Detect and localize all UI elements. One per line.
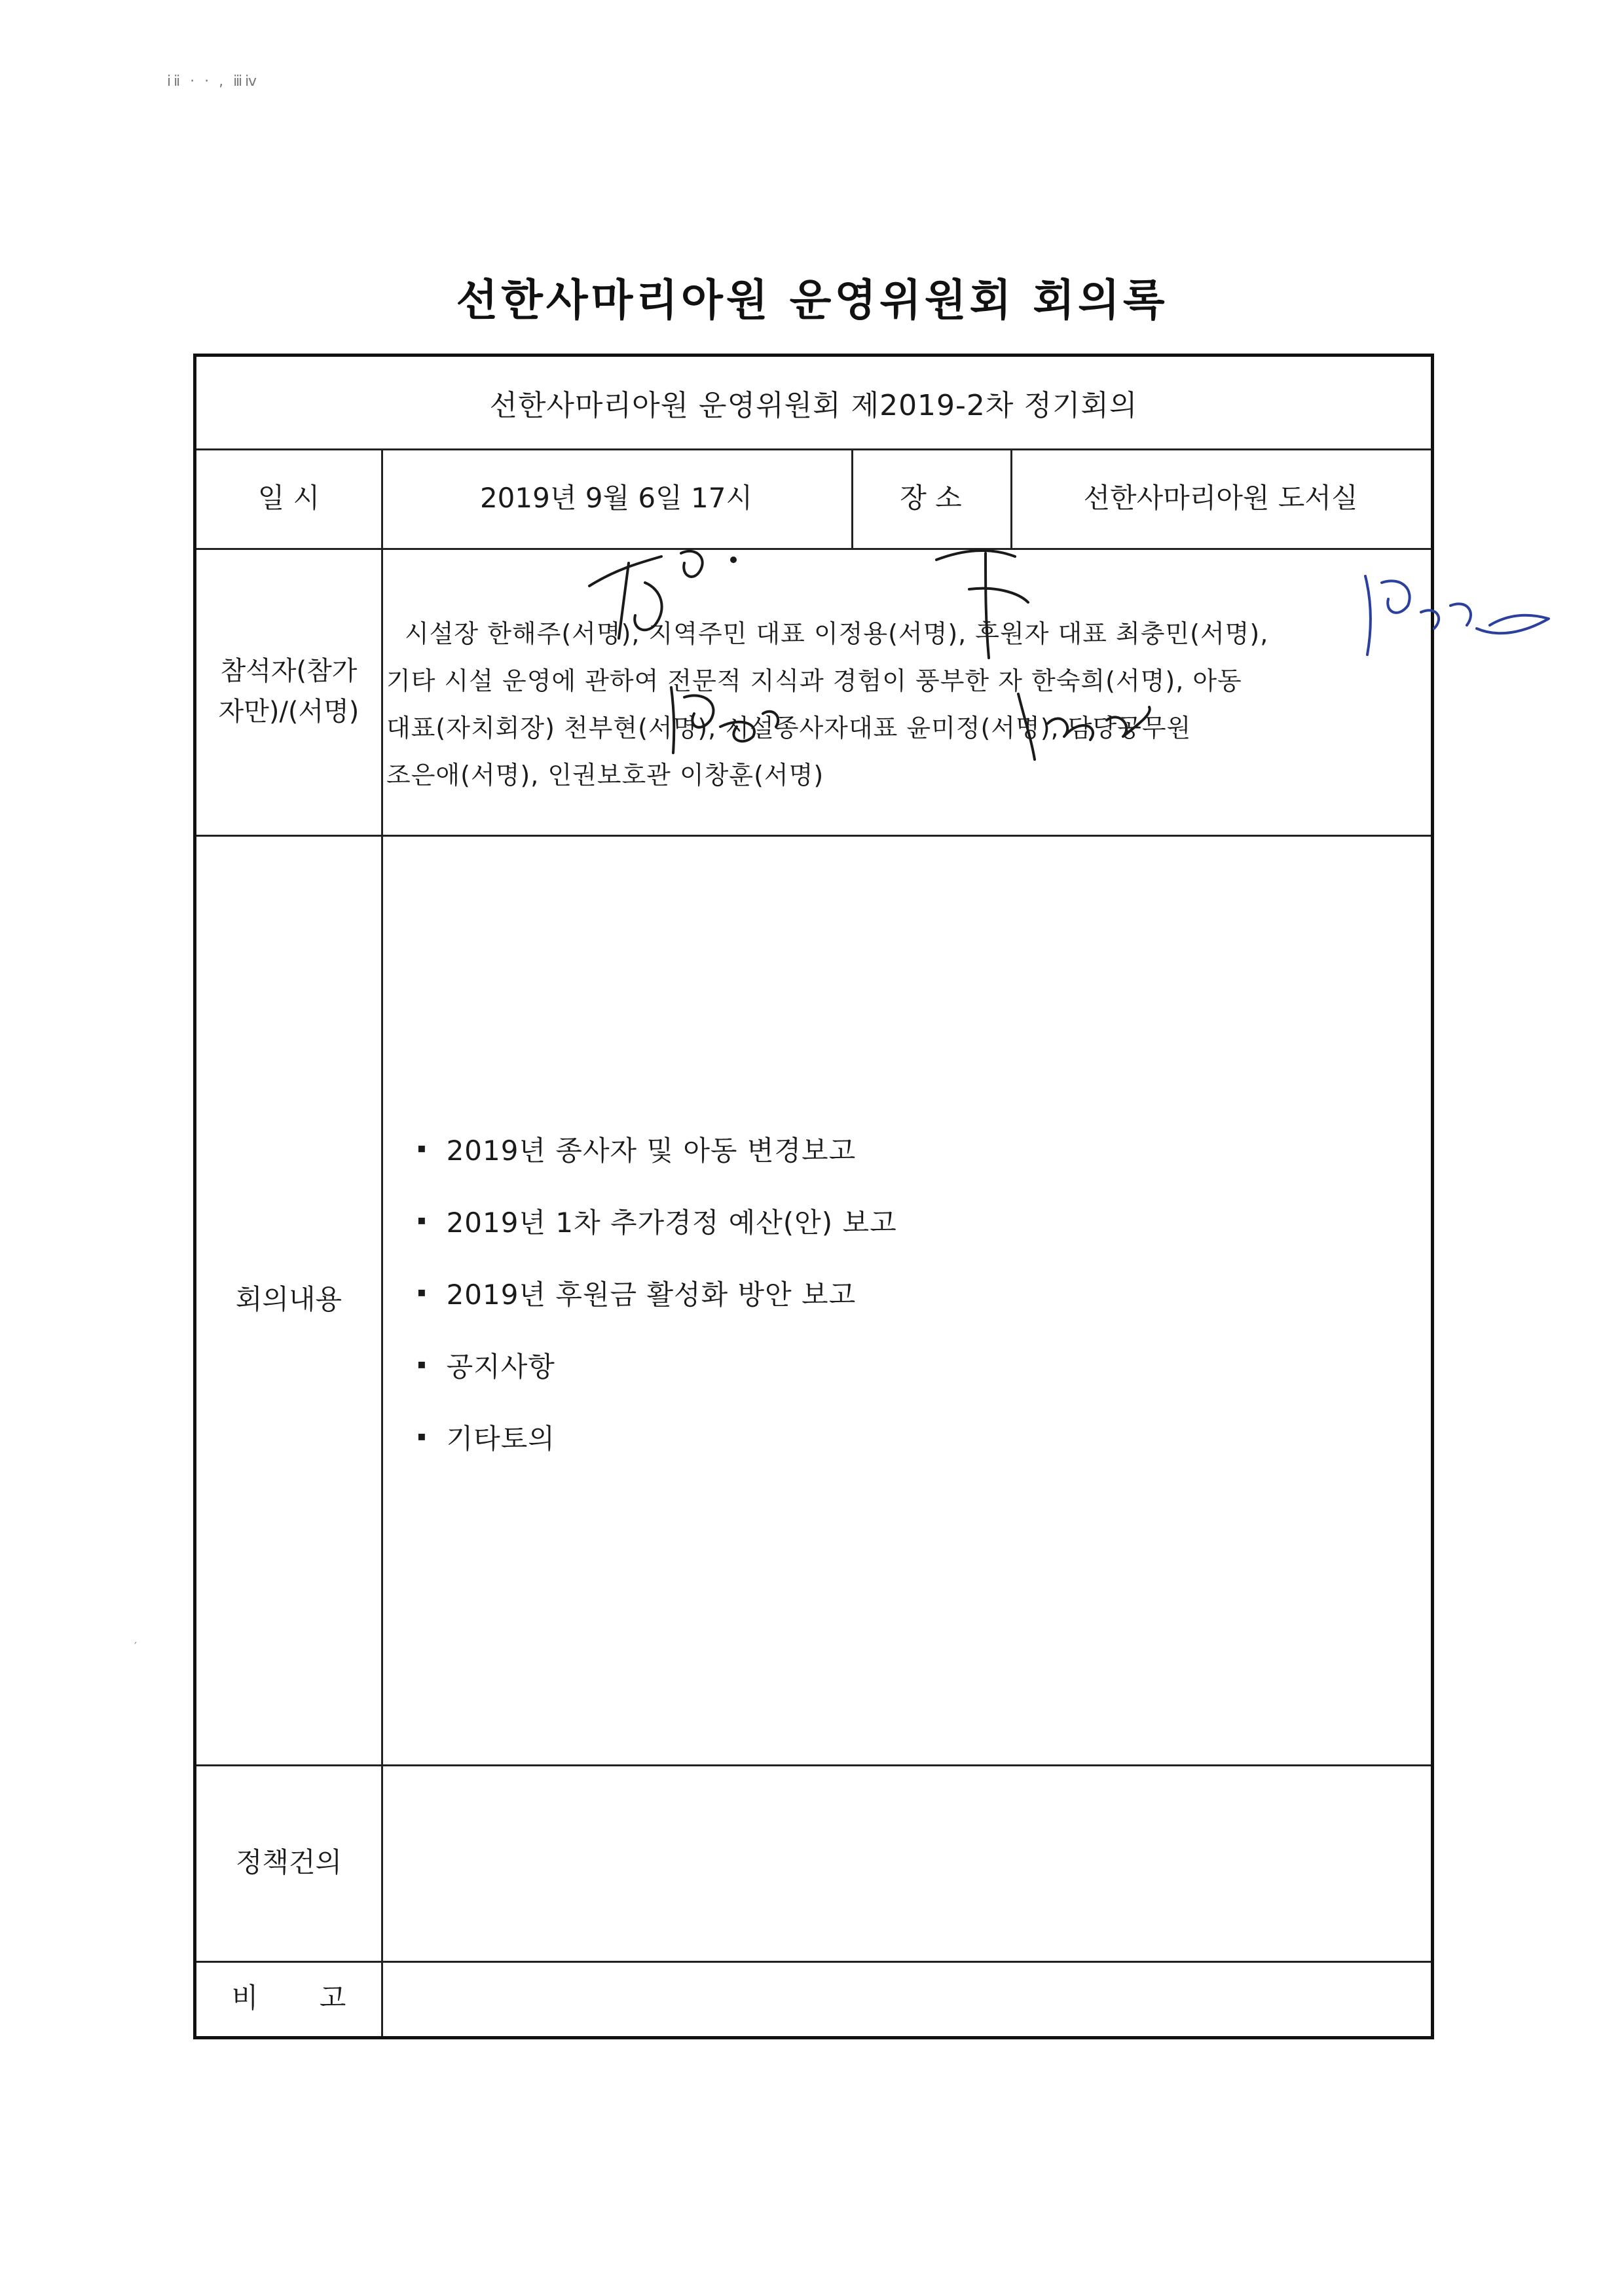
agenda-item [417, 1185, 897, 1257]
agenda-item [417, 1257, 897, 1329]
remarks-label-cell [196, 1961, 381, 2036]
bullet-icon: ▪ [417, 1140, 427, 1156]
attendees-label-line1: 참석자(참가 [220, 656, 358, 686]
agenda-item-text: 기타토의 [446, 1423, 555, 1455]
policy-value-cell [381, 1764, 1431, 1961]
agenda-item [417, 1329, 897, 1401]
remarks-value-cell [381, 1961, 1431, 2036]
meeting-name-cell [196, 357, 1431, 448]
date-value-cell [381, 448, 851, 548]
attendees-value-cell [196, 548, 1431, 835]
place-label-cell [851, 448, 1010, 548]
scan-speck: ′ [134, 1640, 138, 1654]
agenda-item-text: 2019년 후원금 활성화 방안 보고 [446, 1279, 857, 1311]
attendees-line: 조은애(서명), 인권보호관 이창훈(서명) [386, 761, 824, 790]
bullet-icon: ▪ [417, 1356, 427, 1372]
remarks-label: 비 고 [231, 1982, 346, 2014]
agenda-item-text: 공지사항 [446, 1351, 555, 1383]
place-value: 선한사마리아원 도서실 [1083, 481, 1358, 514]
agenda-list [417, 1113, 897, 1473]
agenda-item [417, 1113, 897, 1185]
document-title: 선한사마리아원 운영위원회 회의록 [456, 275, 1168, 325]
content-label-cell [196, 835, 381, 1764]
attendees-line: 시설장 한해주(서명), 지역주민 대표 이정용(서명), 후원자 대표 최충민(서명), [405, 619, 1269, 648]
place-value-cell [1010, 448, 1431, 548]
date-label-cell [196, 448, 381, 548]
attendees-line: 기타 시설 운영에 관하여 전문적 지식과 경험이 풍부한 자 한숙희(서명), 아동 [386, 666, 1242, 695]
bullet-icon: ▪ [417, 1284, 427, 1300]
agenda-item-text: 2019년 1차 추가경정 예산(안) 보고 [446, 1207, 897, 1239]
policy-label: 정책건의 [235, 1846, 342, 1878]
content-label: 회의내용 [235, 1283, 342, 1315]
minutes-table [193, 354, 1434, 2039]
agenda-item-text: 2019년 종사자 및 아동 변경보고 [446, 1135, 857, 1167]
date-value: 2019년 9월 6일 17시 [479, 481, 753, 514]
attendees-label-line2: 자만)/(서명) [218, 697, 360, 727]
agenda-item [417, 1401, 897, 1473]
bullet-icon: ▪ [417, 1212, 427, 1228]
attendees-list [386, 610, 1414, 799]
bullet-icon: ▪ [417, 1428, 427, 1444]
content-value-cell [381, 835, 1431, 1764]
attendees-line: 대표(자치회장) 천부현(서명), 시설종사자대표 윤미정(서명), 담당공무원 [386, 714, 1192, 742]
place-label: 장 소 [900, 481, 962, 514]
policy-label-cell [196, 1764, 381, 1961]
scan-header-mark: ⅰⅱ · · , ⅲⅳ [167, 73, 260, 90]
date-label: 일 시 [257, 481, 320, 514]
meeting-name: 선한사마리아원 운영위원회 제2019-2차 정기회의 [489, 389, 1138, 422]
